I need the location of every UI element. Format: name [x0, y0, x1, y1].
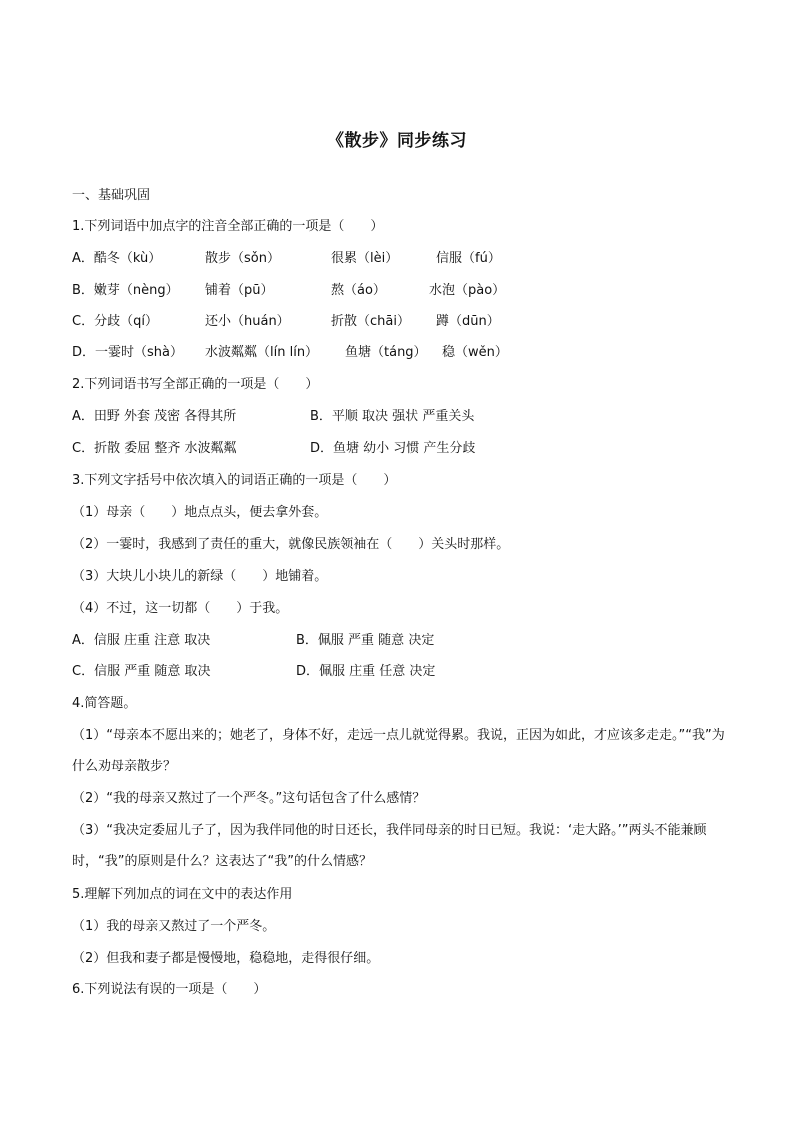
q1-option-c-word-4: 蹲（dūn） [436, 314, 500, 329]
q3-option-b: B．佩服 严重 随意 决定 [296, 633, 435, 648]
q4-item-2: （2）“我的母亲又熬过了一个严冬。”这句话包含了什么感情？ [72, 791, 426, 806]
q4-item-1: （1）“母亲本不愿出来的；她老了，身体不好，走远一点儿就觉得累。我说，正因为如此，才应该多走走。”“我”为什么劝母亲散步？ [72, 728, 725, 774]
q5-item-1: （1）我的母亲又熬过了一个严冬。 [72, 919, 276, 934]
q1-option-d-word-3: 鱼塘（táng） [345, 345, 427, 360]
question-1-stem: 1.下列词语中加点字的注音全部正确的一项是（ ） [72, 219, 384, 234]
q1-option-a-word-1: A．酷冬（kù） [72, 251, 162, 266]
q1-option-c-word-1: C．分歧（qí） [72, 314, 158, 329]
q1-option-b-word-1: B．嫩芽（nèng） [72, 283, 179, 298]
q4-item-3: （3）“我决定委屈儿子了，因为我伴同他的时日还长，我伴同母亲的时日已短。我说：‘走大路。’”两头不能兼顾时，“我”的原则是什么？这表达了“我”的什么情感？ [72, 823, 707, 869]
page-title: 《散步》同步练习 [327, 131, 467, 151]
q1-option-d-word-1: D．一霎时（shà） [72, 345, 183, 360]
q3-option-a: A．信服 庄重 注意 取决 [72, 633, 211, 648]
q2-option-a: A．田野 外套 茂密 各得其所 [72, 409, 237, 424]
q1-option-c-word-3: 折散（chāi） [331, 314, 410, 329]
q3-option-d: D．佩服 庄重 任意 决定 [296, 664, 436, 679]
q2-option-b: B．平顺 取决 强状 严重关头 [310, 409, 475, 424]
q1-option-b-word-4: 水泡（pào） [429, 283, 506, 298]
q1-option-a-word-4: 信服（fú） [436, 251, 501, 266]
q1-option-a-word-2: 散步（sǒn） [205, 251, 280, 266]
q5-item-2: （2）但我和妻子都是慢慢地，稳稳地，走得很仔细。 [72, 951, 380, 966]
question-4-stem: 4.简答题。 [72, 696, 137, 711]
question-3-stem: 3.下列文字括号中依次填入的词语正确的一项是（ ） [72, 473, 397, 488]
q3-item-2: （2）一霎时，我感到了责任的重大，就像民族领袖在（ ）关头时那样。 [72, 537, 510, 552]
question-2-stem: 2.下列词语书写全部正确的一项是（ ） [72, 377, 319, 392]
section-heading: 一、基础巩固 [72, 188, 151, 203]
q1-option-a-word-3: 很累（lèi） [331, 251, 399, 266]
q1-option-d-word-2: 水波粼粼（lín lín） [205, 345, 319, 360]
q1-option-b-word-3: 熬（áo） [331, 283, 386, 298]
q2-option-d: D．鱼塘 幼小 习惯 产生分歧 [310, 441, 476, 456]
q3-option-c: C．信服 严重 随意 取决 [72, 664, 211, 679]
q1-option-c-word-2: 还小（huán） [205, 314, 290, 329]
question-5-stem: 5.理解下列加点的词在文中的表达作用 [72, 887, 293, 902]
q3-item-1: （1）母亲（ ）地点点头，便去拿外套。 [72, 505, 328, 520]
q2-option-c: C．折散 委屈 整齐 水波粼粼 [72, 441, 237, 456]
q3-item-3: （3）大块儿小块儿的新绿（ ）地铺着。 [72, 569, 328, 584]
q1-option-d-word-4: 稳（wěn） [442, 345, 508, 360]
question-6-stem: 6.下列说法有误的一项是（ ） [72, 982, 267, 997]
q1-option-b-word-2: 铺着（pū） [205, 283, 274, 298]
q3-item-4: （4）不过，这一切都（ ）于我。 [72, 601, 289, 616]
